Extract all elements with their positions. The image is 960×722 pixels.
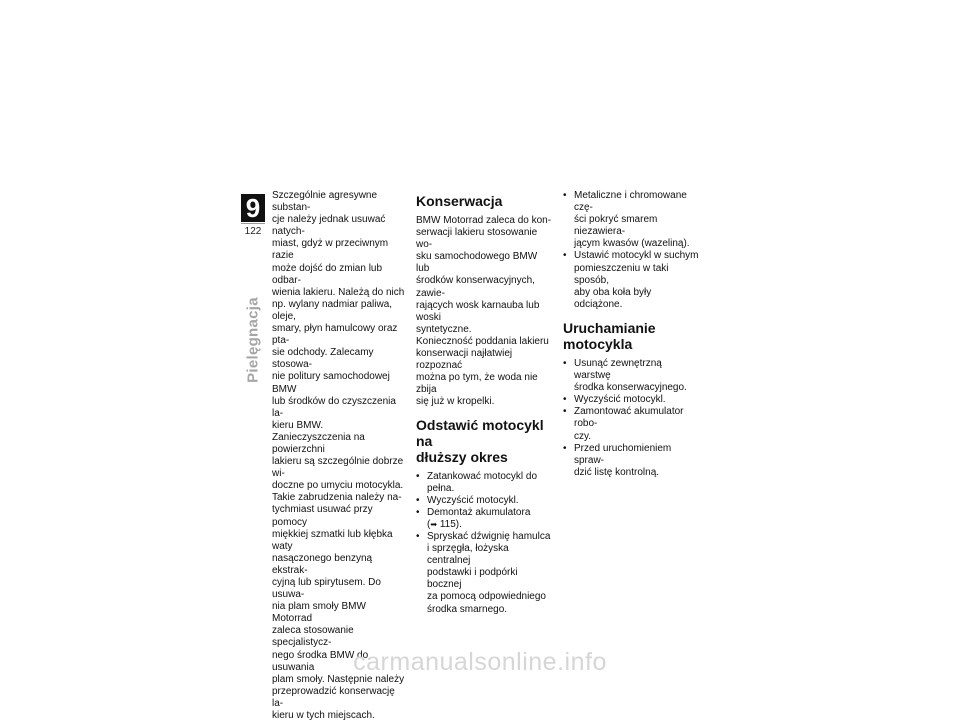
list-item: • Przed uruchomieniem spraw- dzić listę kontrolną. bbox=[563, 442, 672, 478]
bullet-icon: • bbox=[563, 250, 567, 262]
list-item: • Zamontować akumulator robo- czy. bbox=[563, 406, 684, 442]
list-item: • Demontaż akumulatora (➡ 115). bbox=[416, 506, 531, 530]
bullet-icon: • bbox=[563, 442, 567, 454]
list-item: • Spryskać dźwignię hamulca i sprzęgła, łożyska centralnej podstawki i podpórki bocznej za pomocą odpowiedniego środka smarnego. bbox=[416, 530, 551, 615]
heading-konserwacja: Konserwacja bbox=[416, 193, 503, 209]
list-item: • Ustawić motocykl w suchym pomieszczeniu w taki sposób, aby oba koła były odciążone. bbox=[563, 250, 699, 310]
page-number: 122 bbox=[244, 226, 262, 237]
bullet-icon: • bbox=[563, 190, 567, 201]
bullet-icon: • bbox=[563, 406, 567, 418]
paragraph-wax-recommendation: BMW Motorrad zaleca do kon- serwacji lakieru stosowanie wo- sku samochodowego BMW lub środków konserwacyjnych, zawie- rających wosk karnauba lub woski syntetyczne. bbox=[416, 215, 552, 335]
paragraph-wax-check: Konieczność poddania lakieru konserwacji najłatwiej rozpoznać można po tym, że woda nie zbija się już w kropelki. bbox=[416, 335, 549, 408]
list-item: • Metaliczne i chromowane czę- ści pokryć smarem niezawiera- jącym kwasów (wazeliną). bbox=[563, 190, 690, 250]
paragraph-aggressive-substances: Szczególnie agresywne substan- cje należy jednak usuwać natych- miast, gdyż w przeciwnym razie może dojść do zmian lub odbar- wienia lakieru. Należą do nich np. wylany nadmiar paliwa, oleje, smary, płyn hamulcowy oraz pta- sie odchody. Zalecamy stosowa- nie politury samochodowej BMW lub środków do czyszczenia la- kieru BMW. bbox=[272, 190, 405, 431]
list-item: • Wyczyścić motocykl. bbox=[416, 494, 519, 506]
chapter-side-label: Pielęgnacja bbox=[244, 297, 262, 383]
column-3 bbox=[563, 190, 699, 483]
storage-list-continued bbox=[563, 190, 699, 311]
bullet-icon: • bbox=[416, 506, 420, 518]
page-reference[interactable]: 115). bbox=[437, 518, 462, 530]
list-item: • Zatankować motocykl do pełna. bbox=[416, 470, 538, 494]
bullet-icon: • bbox=[563, 394, 567, 406]
chapter-divider bbox=[241, 223, 265, 224]
column-1 bbox=[272, 190, 406, 722]
chapter-number: 9 bbox=[241, 194, 265, 222]
bullet-icon: • bbox=[416, 470, 420, 482]
startup-list bbox=[563, 358, 699, 479]
heading-startup: Uruchamianie motocykla bbox=[563, 319, 656, 352]
watermark: carmanualsonline.info bbox=[353, 648, 607, 676]
storage-list bbox=[416, 471, 552, 616]
column-2 bbox=[416, 190, 552, 620]
bullet-icon: • bbox=[416, 494, 420, 506]
paragraph-paint-contamination: Zanieczyszczenia na powierzchni lakieru są szczególnie dobrze wi- doczne po umyciu motocykla. Takie zabrudzenia należy na- tychmiast usuwać przy pomocy miękkiej szmatki lub kłębka waty nasączonego benzyną ekstrak- cyjną lub spirytusem. Do usuwa- nia plam smoły BMW Motorrad zaleca stosowanie specjalistycz- nego środka BMW do usuwania plam smoły. Następnie należy przeprowadzić konserwację la- kieru w tych miejscach. bbox=[272, 431, 405, 722]
page-reference-arrow-icon[interactable]: ➡ bbox=[430, 519, 438, 529]
list-item: • Wyczyścić motocykl. bbox=[563, 394, 666, 406]
bullet-icon: • bbox=[563, 357, 567, 369]
list-item: • Usunąć zewnętrzną warstwę środka konserwacyjnego. bbox=[563, 357, 687, 394]
bullet-icon: • bbox=[416, 530, 420, 542]
heading-storage: Odstawić motocykl na dłuższy okres bbox=[416, 416, 544, 465]
